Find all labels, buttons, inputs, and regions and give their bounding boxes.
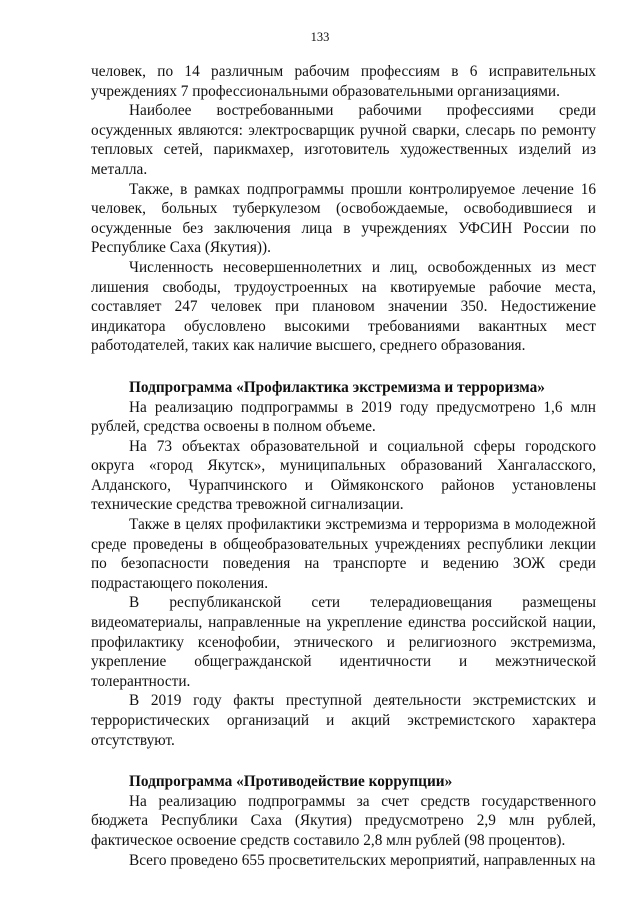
paragraph: Также, в рамках подпрограммы прошли контролируемое лечение 16 человек, больных туберкулезом (освобождаемые, освободившиеся и осужденные без заключения лица в учреждениях УФСИН России по Республике Саха (Якутия)). — [91, 180, 596, 257]
section-heading: Подпрограмма «Противодействие коррупции» — [129, 773, 453, 791]
section-gap — [91, 356, 596, 378]
page-number: 133 — [310, 30, 330, 44]
paragraph: В республиканской сети телерадиовещания размещены видеоматериалы, направленные на укрепление единства российской нации, профилактику ксенофобии, этнического и религиозного экстремизма, укрепление общегражданской идентичности и межэтнической толерантности. — [91, 594, 596, 690]
paragraph: На реализацию подпрограммы за счет средств государственного бюджета Республики Саха (Якутия) предусмотрено 2,9 млн рублей, фактическое освоение средств составило 2,8 млн рублей (98 процентов). — [91, 792, 596, 849]
paragraph: человек, по 14 различным рабочим профессиям в 6 исправительных учреждениях 7 профессиональными образовательными организациями. — [91, 63, 596, 100]
section-heading: Подпрограмма «Профилактика экстремизма и терроризма» — [129, 378, 545, 396]
paragraph: Всего проведено 655 просветительских мероприятий, направленных на — [129, 851, 596, 869]
paragraph: Наиболее востребованными рабочими профессиями среди осужденных являются: электросварщик ручной сварки, слесарь по ремонту тепловых сетей, парикмахер, изготовитель художественных изделий из металла. — [91, 102, 596, 178]
paragraph: Численность несовершеннолетних и лиц, освобожденных из мест лишения свободы, трудоустроенных на квотируемые рабочие места, составляет 247 человек при плановом значении 350. Недостижение индикатора обусловлено высокими требованиями вакантных мест работодателей, таких как наличие высшего, среднего образования. — [91, 258, 596, 355]
section-gap — [91, 750, 596, 772]
paragraph: В 2019 году факты преступной деятельности экстремистских и террористических организаций и акций экстремистского характера отсутствуют. — [91, 692, 596, 749]
document-body — [91, 62, 596, 870]
paragraph: На 73 объектах образовательной и социальной сферы городского округа «город Якутск», муниципальных образований Хангаласского, Алданского, Чурапчинского и Оймяконского районов установлены технические средства тревожной сигнализации. — [91, 437, 596, 514]
paragraph: На реализацию подпрограммы в 2019 году предусмотрено 1,6 млн рублей, средства освоены в полном объеме. — [91, 398, 596, 436]
paragraph: Также в целях профилактики экстремизма и терроризма в молодежной среде проведены в общеобразовательных учреждениях республики лекции по безопасности поведения на транспорте и ведению ЗОЖ среди подрастающего поколения. — [91, 516, 596, 592]
